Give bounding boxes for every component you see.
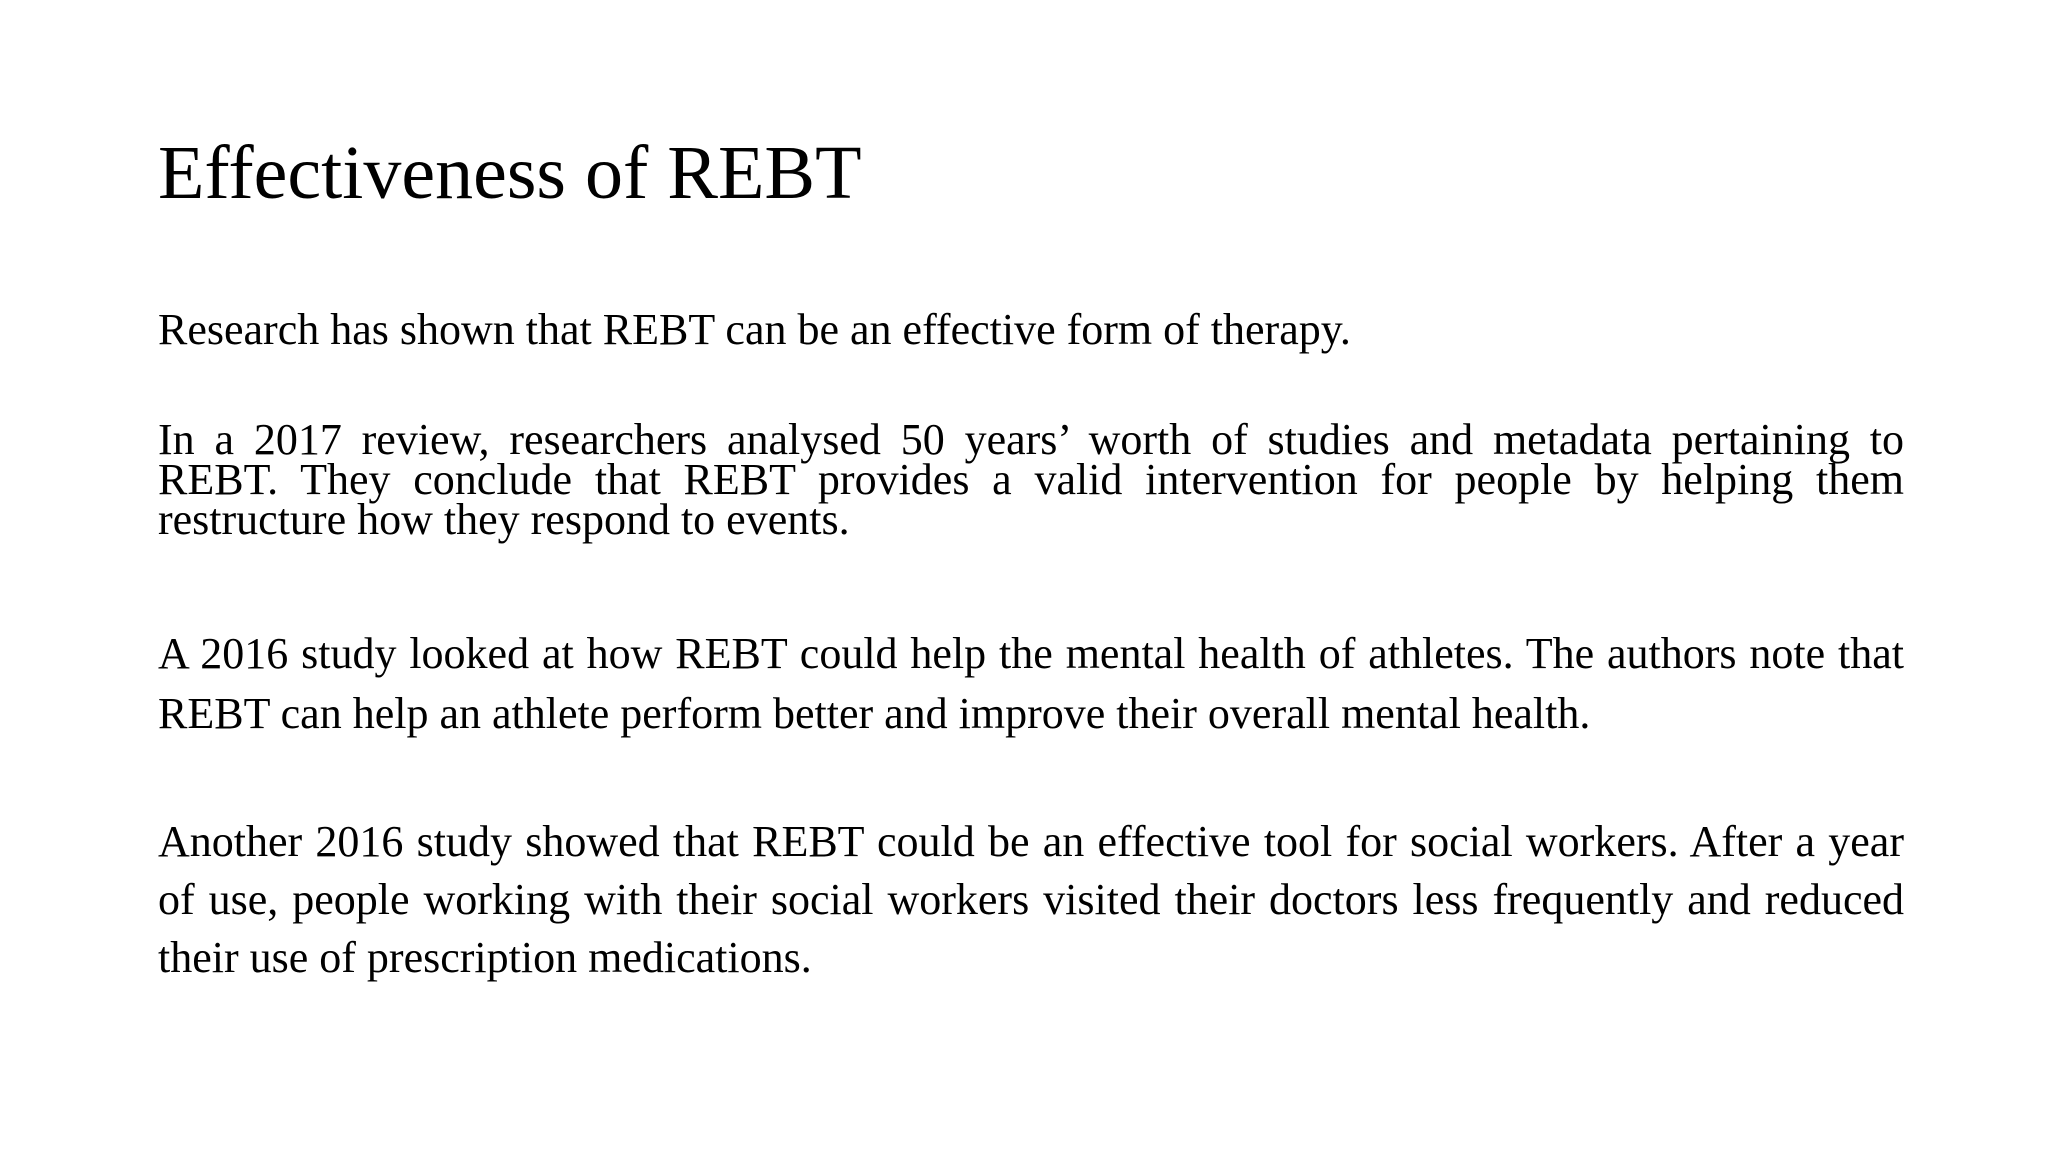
slide-title: Effectiveness of REBT [158,131,862,215]
paragraph-2016-social-workers-study: Another 2016 study showed that REBT could be an effective tool for social workers. After a year of use, people working with their social workers visited their doctors less frequently and reduced their use of prescription medications. [158,817,1904,982]
paragraph-2017-review: In a 2017 review, researchers analysed 50 years’ worth of studies and metadata pertaining to REBT. They conclude that REBT provides a valid intervention for people by helping them restructure how they respond to events. [158,415,1904,544]
paragraph-research-summary: Research has shown that REBT can be an effective form of therapy. [158,305,1351,354]
paragraph-2016-athletes-study: A 2016 study looked at how REBT could help the mental health of athletes. The authors note that REBT can help an athlete perform better and improve their overall mental health. [158,629,1904,738]
